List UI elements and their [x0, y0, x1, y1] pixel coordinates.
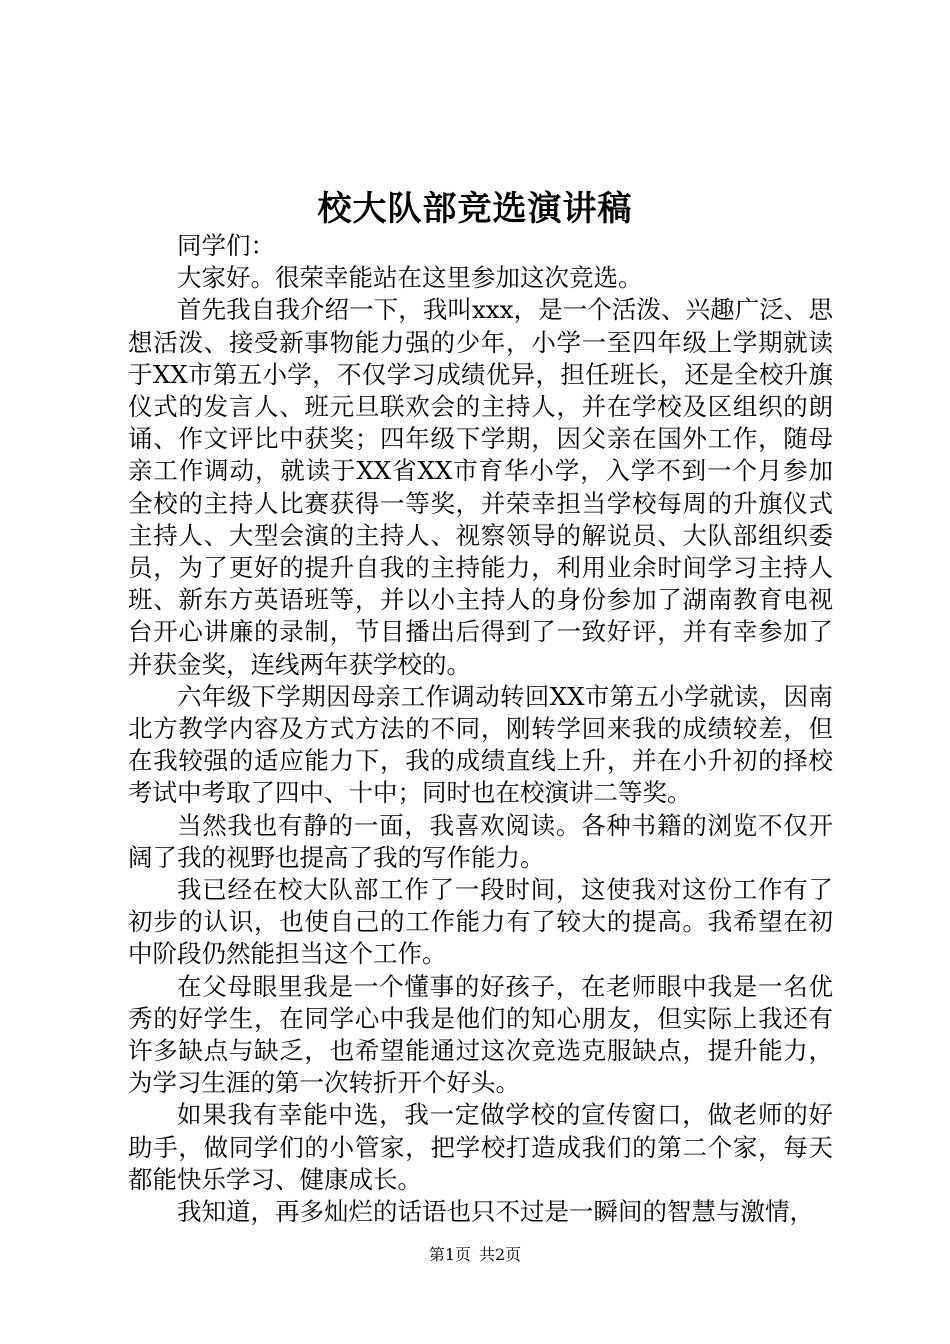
- paragraph-experience: 我已经在校大队部工作了一段时间，这使我对这份工作有了初步的认识，也使自己的工作能力有了较大的提高。我希望在初中阶段仍然能担当这个工作。: [128, 875, 833, 969]
- paragraph-introduction: 首先我自我介绍一下，我叫xxx，是一个活泼、兴趣广泛、思想活泼、接受新事物能力强的少年，小学一至四年级上学期就读于XX市第五小学，不仅学习成绩优异，担任班长，还是全校升旗仪式的发言人、班元旦联欢会的主持人，并在学校及区组织的朗诵、作文评比中获奖；四年级下学期，因父亲在国外工作，随母亲工作调动，就读于XX省XX市育华小学，入学不到一个月参加全校的主持人比赛获得一等奖，并荣幸担当学校每周的升旗仪式主持人、大型会演的主持人、视察领导的解说员、大队部组织委员，为了更好的提升自我的主持能力，利用业余时间学习主持人班、新东方英语班等，并以小主持人的身份参加了湖南教育电视台开心讲廉的录制，节目播出后得到了一致好评，并有幸参加了并获金奖，连线两年获学校的。: [128, 295, 833, 679]
- paragraph-reading: 当然我也有静的一面，我喜欢阅读。各种书籍的浏览不仅开阔了我的视野也提高了我的写作能力。: [128, 810, 833, 872]
- paragraph-self-assessment: 在父母眼里我是一个懂事的好孩子，在老师眼中我是一名优秀的好学生，在同学心中我是他们的知心朋友，但实际上我还有许多缺点与缺乏，也希望能通过这次竞选克服缺点，提升能力，为学习生涯的第一次转折开个好头。: [128, 971, 833, 1098]
- document-body: [128, 230, 833, 1228]
- page-total: 共2页: [479, 1245, 522, 1264]
- paragraph-grade-six: 六年级下学期因母亲工作调动转回XX市第五小学就读，因南北方教学内容及方式方法的不同，刚转学回来我的成绩较差，但在我较强的适应能力下，我的成绩直线上升，并在小升初的择校考试中考取了四中、十中；同时也在校演讲二等奖。: [128, 681, 833, 808]
- page-number: 第1页: [428, 1245, 471, 1264]
- paragraph-closing: 我知道，再多灿烂的话语也只不过是一瞬间的智慧与激情，: [177, 1197, 814, 1227]
- paragraph-greeting: 同学们：: [177, 231, 275, 260]
- paragraph-opening: 大家好。很荣幸能站在这里参加这次竞选。: [177, 263, 643, 293]
- document-title: 校大队部竞选演讲稿: [317, 189, 633, 229]
- page-footer: [0, 1244, 950, 1266]
- paragraph-promise: 如果我有幸能中选，我一定做学校的宣传窗口，做老师的好助手，做同学们的小管家，把学校打造成我们的第二个家，每天都能快乐学习、健康成长。: [128, 1100, 833, 1194]
